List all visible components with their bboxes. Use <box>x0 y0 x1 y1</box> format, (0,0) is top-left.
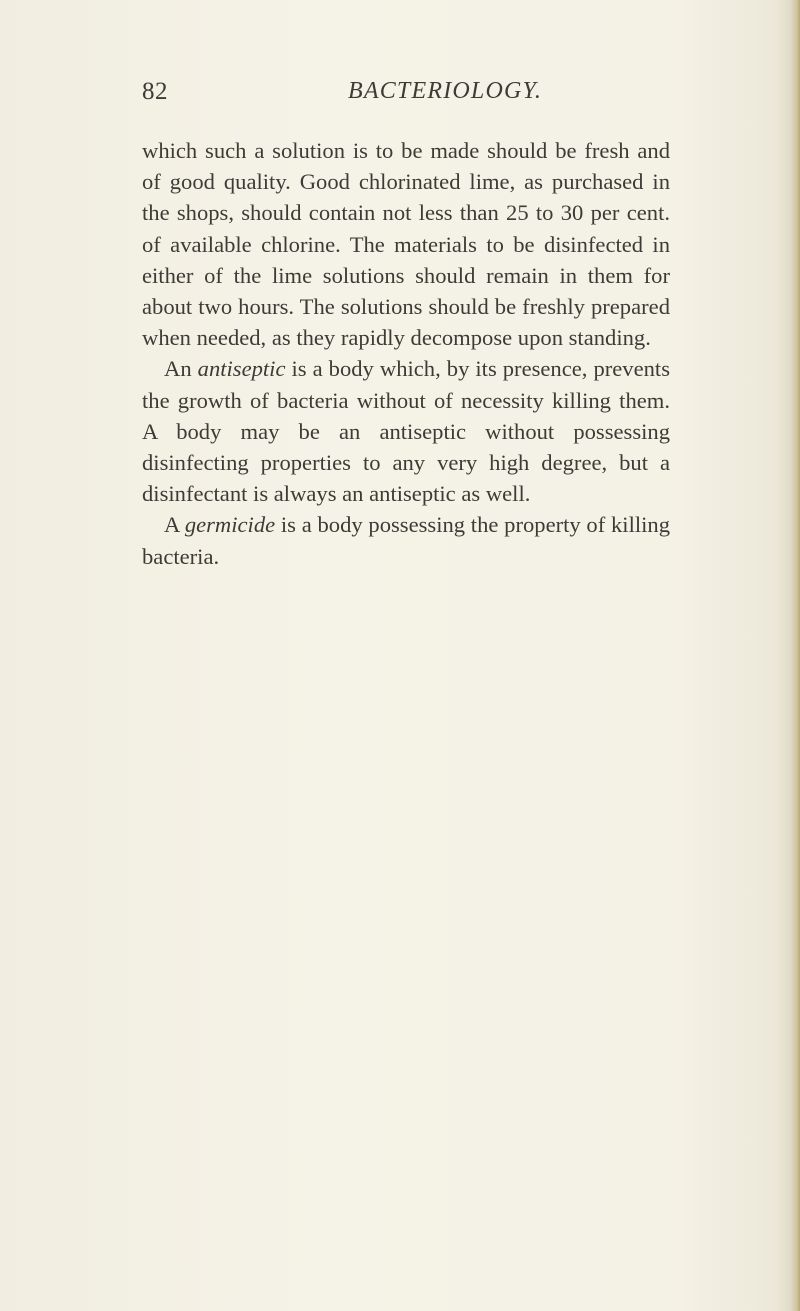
paragraph-lead: An <box>164 356 198 382</box>
paragraph-germicide <box>142 509 670 571</box>
page-body <box>142 135 670 572</box>
term-antiseptic: antiseptic <box>197 356 286 382</box>
term-germicide: germicide <box>184 512 276 538</box>
paragraph-continuation: which such a solution is to be made should be fresh and of good quality. Good chlorinated lime, as purchased in the shops, should contain not less than 25 to 30 per cent. of available chlorine. The materials to be disinfected in either of the lime solutions should remain in them for about two hours. The solutions should be freshly prepared when needed, as they rapidly decompose upon standing. <box>142 138 670 351</box>
page-header <box>142 78 662 114</box>
paragraph-rest: is a body which, by its presence, prevents the growth of bacteria without of necessity killing them. A body may be an antiseptic without possessing disinfecting properties to any very high degree, but a disinfectant is always an antiseptic as well. <box>142 356 670 507</box>
paragraph-lead: A <box>164 512 185 538</box>
page-number: 82 <box>142 78 168 105</box>
paragraph-antiseptic <box>142 353 670 509</box>
page-edge-shadow <box>790 0 800 1311</box>
running-title: BACTERIOLOGY. <box>348 78 543 104</box>
paragraph-rest: is a body possessing the property of killing bacteria. <box>142 512 670 569</box>
